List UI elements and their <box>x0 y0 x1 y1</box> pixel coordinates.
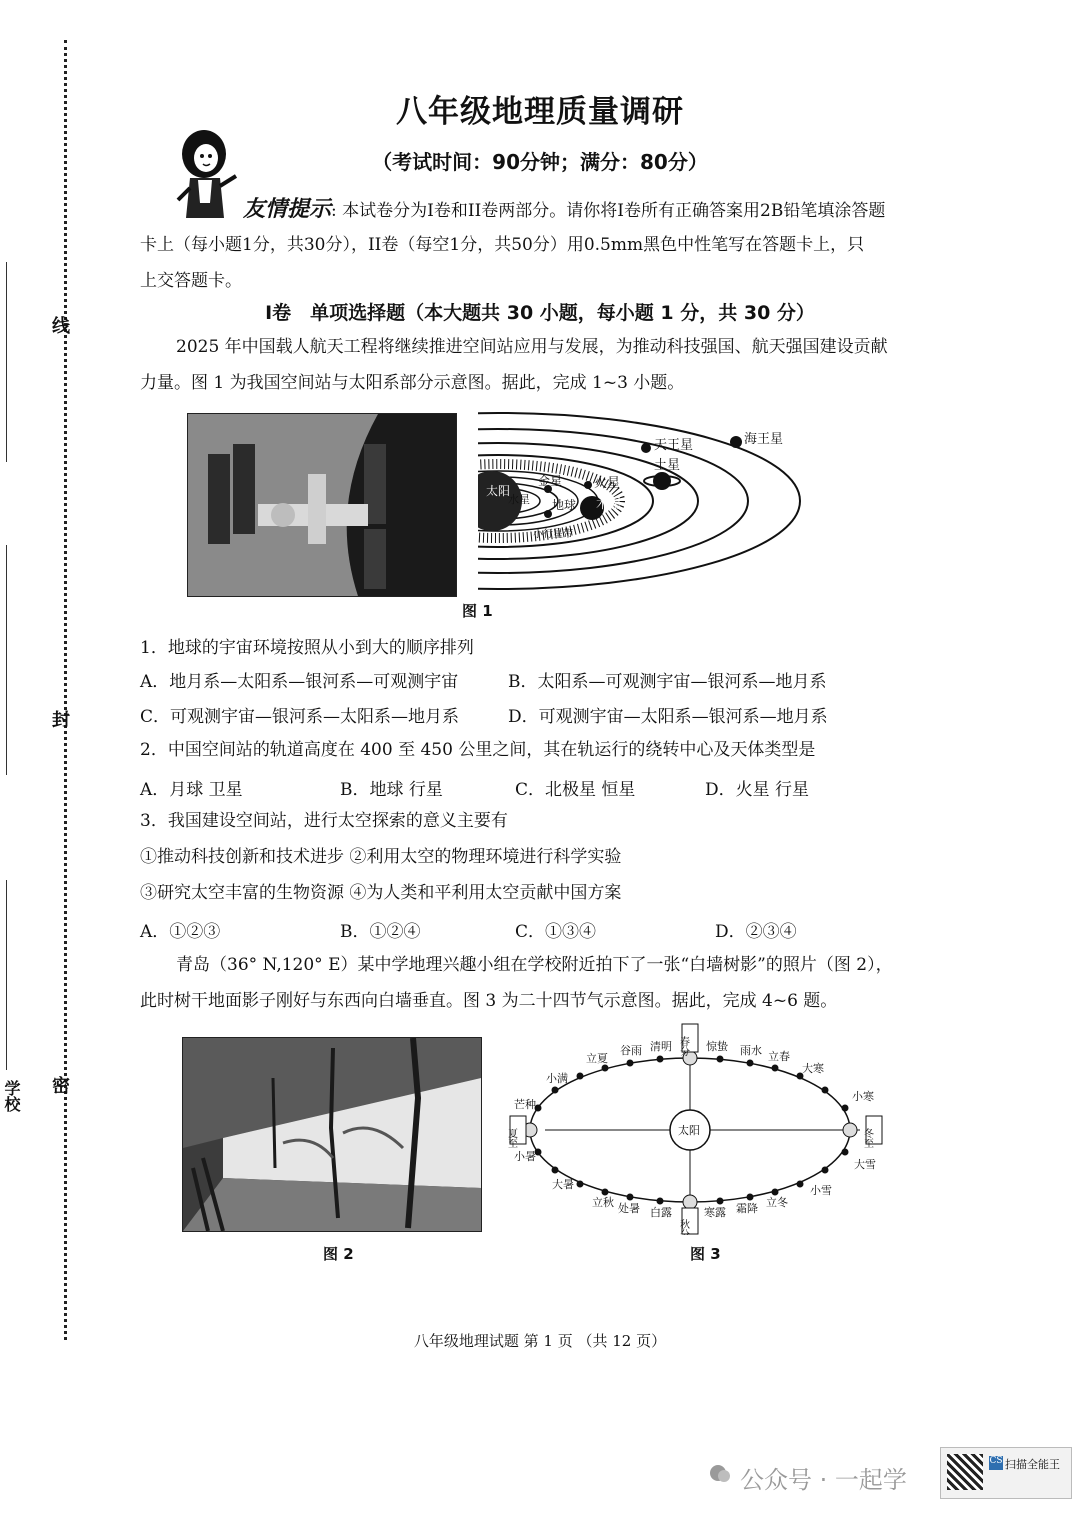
page-footer: 八年级地理试题 第 1 页 （共 12 页） <box>413 1332 667 1350</box>
q3-statements-2: ③研究太空丰富的生物资源 ④为人类和平利用太空贡献中国方案 <box>140 883 622 903</box>
exam-subtitle: （考试时间：90分钟；满分：80分） <box>372 150 708 174</box>
jupiter-label: 木星 <box>596 497 623 512</box>
term-daxue: 大雪 <box>854 1158 876 1171</box>
term-chushu: 处暑 <box>618 1202 640 1215</box>
tip-label: 友情提示 <box>243 197 332 222</box>
uranus-label: 天王星 <box>654 438 694 453</box>
question-3-stem: 3．我国建设空间站，进行太空探索的意义主要有 <box>140 811 508 831</box>
term-bailu: 白露 <box>650 1206 672 1219</box>
section1-intro-2: 力量。图 1 为我国空间站与太阳系部分示意图。据此，完成 1~3 小题。 <box>140 373 685 393</box>
question-2-stem: 2．中国空间站的轨道高度在 400 至 450 公里之间，其在轨运行的绕转中心及天体类型是 <box>140 740 816 760</box>
q2-option-d: D．火星 行星 <box>705 780 810 800</box>
tip-line-2: 卡上（每小题1分，共30分），II卷（每空1分，共50分）用0.5mm黑色中性笔写在答题卡上，只 <box>140 235 865 255</box>
tip-line-1 <box>243 192 885 229</box>
q3-statements-1: ①推动科技创新和技术进步 ②利用太空的物理环境进行科学实验 <box>140 847 622 867</box>
term-dashu: 大暑 <box>552 1178 574 1191</box>
term-dahan: 大寒 <box>802 1062 824 1075</box>
question-1-stem: 1．地球的宇宙环境按照从小到大的顺序排列 <box>140 638 474 658</box>
margin-seal-char: 封 <box>52 710 70 731</box>
q3-option-d: D．②③④ <box>715 922 797 942</box>
wechat-icon <box>708 1462 732 1486</box>
solar-terms-diagram <box>500 1020 900 1235</box>
solar-system-diagram <box>478 405 808 597</box>
earth-label: 地球 <box>552 498 577 512</box>
q1-option-b: B．太阳系—可观测宇宙—银河系—地月系 <box>508 672 827 692</box>
term-lixia: 立夏 <box>586 1052 608 1065</box>
sun-text: 太阳 <box>678 1124 700 1137</box>
term-yushui: 雨水 <box>740 1044 762 1057</box>
term-xiaohan: 小寒 <box>852 1090 874 1103</box>
q3-option-b: B．①②④ <box>340 922 421 942</box>
q3-option-a: A．①②③ <box>140 922 221 942</box>
q3-option-c: C．①③④ <box>515 922 597 942</box>
space-station-photo <box>187 413 457 597</box>
term-shuangjiang: 霜降 <box>736 1202 758 1215</box>
earth-dot <box>544 510 552 518</box>
q2-option-a: A．月球 卫星 <box>140 780 243 800</box>
scanner-badge <box>940 1447 1072 1499</box>
exam-title: 八年级地理质量调研 <box>396 94 684 130</box>
mars-dot <box>584 481 592 489</box>
margin-field-line-3 <box>6 880 7 1070</box>
tip-line-3: 上交答题卡。 <box>140 271 242 291</box>
margin-field-line-1 <box>6 262 7 462</box>
tip-text-1: : 本试卷分为I卷和II卷两部分。请你将I卷所有正确答案用2B铅笔填涂答题 <box>331 201 886 221</box>
term-lidong: 立冬 <box>766 1196 788 1209</box>
term-jingzhe: 惊蛰 <box>706 1040 728 1053</box>
spring-equinox-label: 春分 <box>677 1036 689 1056</box>
neptune-label: 海王星 <box>744 432 784 447</box>
q2-option-c: C．北极星 恒星 <box>515 780 636 800</box>
figure2-caption: 图 2 <box>323 1245 354 1263</box>
q1-option-a: A．地月系—太阳系—银河系—可观测宇宙 <box>140 672 459 692</box>
term-qingming: 清明 <box>650 1040 672 1053</box>
summer-solstice-label: 夏至 <box>505 1128 517 1148</box>
watermark-text: 公众号 · 一起学 <box>740 1466 907 1494</box>
term-guyu: 谷雨 <box>620 1044 642 1057</box>
mascot-illustration <box>170 128 240 223</box>
term-lichun: 立春 <box>768 1050 790 1063</box>
term-mangzhong: 芒种 <box>514 1098 536 1111</box>
margin-field-line-2 <box>6 545 7 775</box>
binding-dotted-line <box>64 40 67 1340</box>
white-wall-tree-shadow-photo <box>182 1037 482 1232</box>
margin-school-label: 学校 <box>2 1080 21 1112</box>
uranus-dot <box>641 443 651 453</box>
qr-code-icon <box>947 1454 983 1490</box>
mars-label: 火星 <box>594 476 621 491</box>
scanner-logo-icon: CS <box>989 1456 1003 1470</box>
belt-label: 小行星带 <box>533 529 573 540</box>
section1-heading: I卷 单项选择题（本大题共 30 小题，每小题 1 分，共 30 分） <box>265 302 815 324</box>
venus-label: 金星 <box>538 474 563 488</box>
term-hanlu: 寒露 <box>704 1206 726 1219</box>
term-liqiu: 立秋 <box>592 1196 614 1209</box>
q1-option-d: D．可观测宇宙—太阳系—银河系—地月系 <box>508 707 828 727</box>
winter-solstice-label: 冬至 <box>861 1128 873 1148</box>
saturn-dot <box>653 472 671 490</box>
term-xiaoshu: 小暑 <box>514 1150 536 1163</box>
q1-option-c: C．可观测宇宙—银河系—太阳系—地月系 <box>140 707 460 727</box>
margin-dense-char: 密 <box>52 1076 70 1097</box>
section2-intro-1: 青岛（36° N,120° E）某中学地理兴趣小组在学校附近拍下了一张“白墙树影”的照片（图 2）， <box>176 955 893 975</box>
sun-label: 太阳 <box>486 484 511 498</box>
term-xiaoman: 小满 <box>546 1072 568 1085</box>
section2-intro-2: 此时树干地面影子刚好与东西向白墙垂直。图 3 为二十四节气示意图。据此，完成 4~6 题。 <box>140 991 838 1011</box>
figure3-caption: 图 3 <box>690 1245 721 1263</box>
scanner-label: 扫描全能王 <box>1005 1458 1060 1471</box>
saturn-label: 土星 <box>654 458 681 473</box>
q2-option-b: B．地球 行星 <box>340 780 443 800</box>
figure1-caption: 图 1 <box>462 602 493 620</box>
autumn-equinox-label: 秋分 <box>677 1219 689 1235</box>
section1-intro-1: 2025 年中国载人航天工程将继续推进空间站应用与发展，为推动科技强国、航天强国建设贡献 <box>176 337 888 357</box>
neptune-dot <box>730 436 742 448</box>
mercury-label: 水星 <box>508 493 530 506</box>
margin-line-char: 线 <box>52 316 70 337</box>
term-xiaoxue: 小雪 <box>810 1184 832 1197</box>
